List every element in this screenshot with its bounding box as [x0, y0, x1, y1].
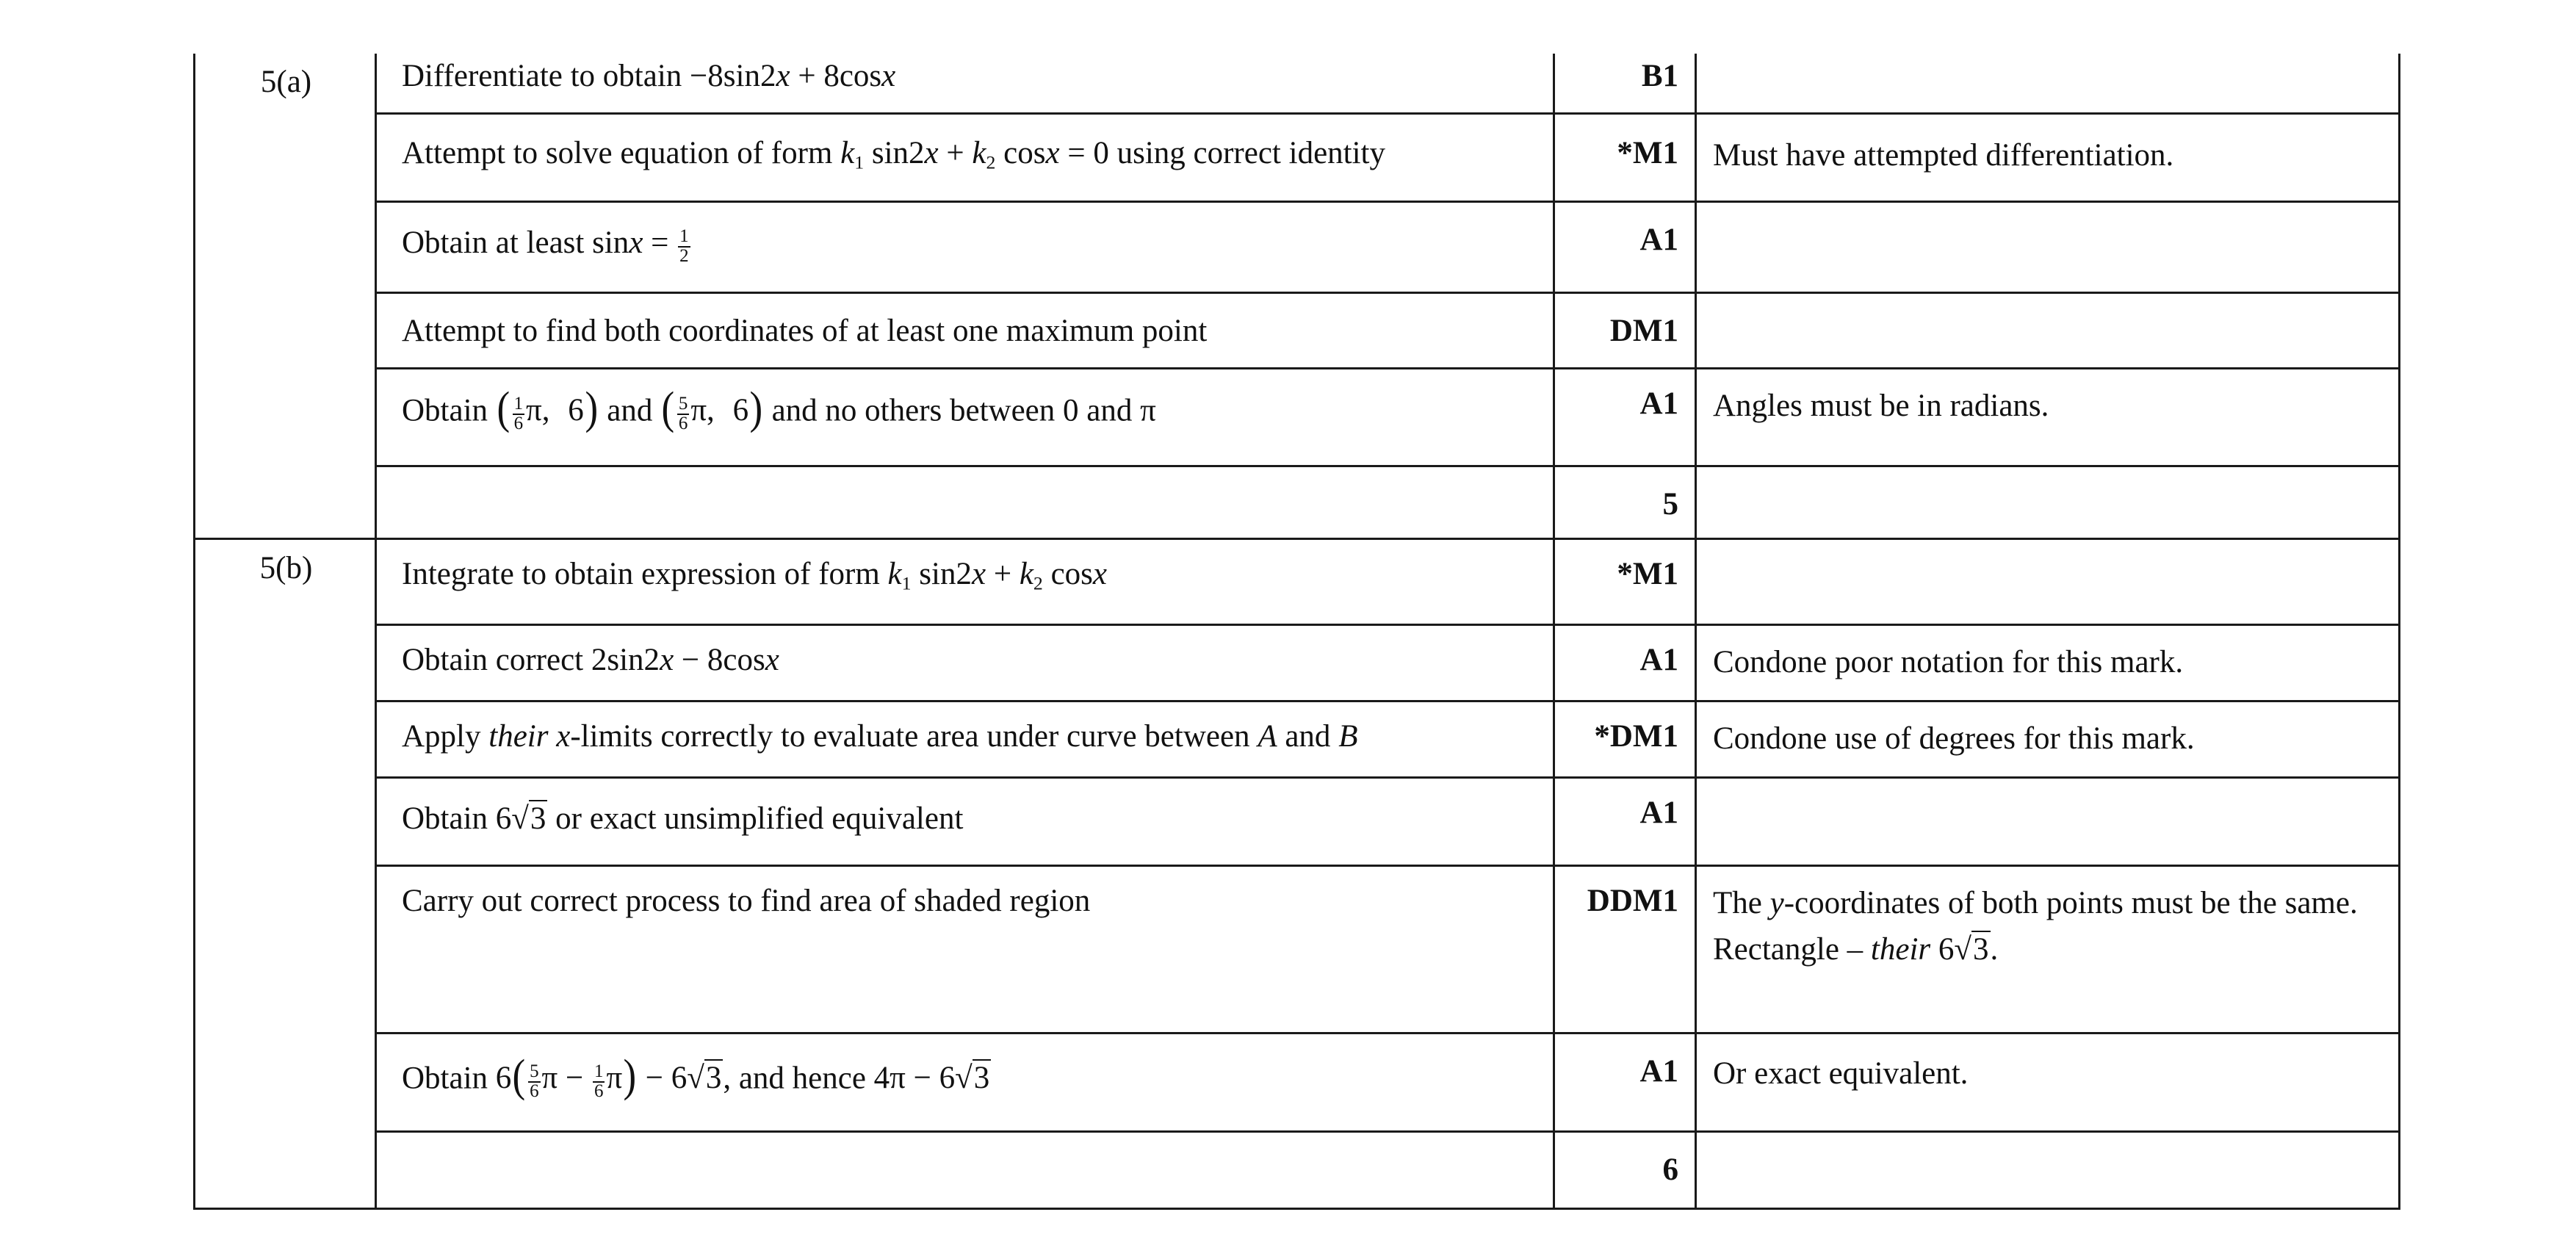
math-expression: 2sin2x − 8cosx [591, 643, 779, 677]
table-row [377, 540, 2398, 626]
math-expression: 6( $\frac{5}{6}$ π − $\frac{1}{6}$ π) − 6√3 [495, 1050, 722, 1102]
answer-cell [384, 779, 1559, 865]
answer-text: Obtain correct [402, 643, 591, 677]
point-label-a: A [1258, 719, 1277, 754]
table-row [377, 115, 2398, 203]
answer-cell [384, 702, 1559, 776]
guidance-cell [1697, 779, 2395, 865]
answer-text: Obtain [402, 801, 496, 836]
math-expression: $k_1$ $\sin 2x + k_2$ cosx [887, 557, 1107, 594]
guidance-line [1713, 883, 2380, 923]
table-row [377, 294, 2398, 369]
answer-text-italic: their [488, 719, 549, 754]
mark-cell: DM1 [1609, 314, 1678, 348]
answer-text: or exact unsimplified equivalent [547, 801, 964, 836]
answer-text: Differentiate to obtain [402, 59, 690, 93]
math-expression: ( $\frac{5}{6}$ π, 6) [661, 383, 763, 434]
mark-cell: A1 [1639, 386, 1678, 421]
mark-cell: *DM1 [1594, 719, 1678, 754]
answer-cell [384, 626, 1559, 700]
answer-text: Obtain [402, 393, 496, 428]
answer-cell [384, 203, 1559, 292]
answer-variable: x [556, 719, 571, 754]
answer-text: , and hence [723, 1061, 874, 1096]
guidance-line [1713, 929, 2380, 970]
math-expression: ( $\frac{1}{6}$ π, 6) [497, 383, 598, 434]
answer-cell [384, 115, 1559, 201]
total-mark-cell: 6 [1662, 1152, 1678, 1187]
mark-scheme-table [193, 54, 2400, 1210]
guidance-cell: Angles must be in radians. [1713, 389, 2049, 423]
table-row [377, 203, 2398, 294]
answer-cell [384, 369, 1559, 465]
mark-cell: *M1 [1617, 557, 1678, 591]
answer-text: Integrate to obtain expression of form [402, 557, 888, 591]
answer-text: Attempt to solve equation of form [402, 136, 841, 170]
guidance-text: Rectangle – [1713, 932, 1871, 967]
answer-cell [384, 1034, 1559, 1130]
guidance-cell: Condone poor notation for this mark. [1713, 645, 2184, 679]
answer-cell: Carry out correct process to find area of shaded region [402, 884, 1091, 918]
guidance-text: The [1713, 886, 1770, 920]
table-row [377, 779, 2398, 867]
table-row [377, 369, 2398, 467]
question-label-5a: 5(a) [260, 65, 312, 99]
mark-cell: A1 [1639, 796, 1678, 830]
point-label-b: B [1338, 719, 1358, 754]
answer-text: Apply [402, 719, 489, 754]
guidance-cell [1697, 54, 2395, 112]
answer-text: -limits correctly to evaluate area under curve between [570, 719, 1258, 754]
guidance-text: -coordinates of both points must be the same. [1783, 886, 2358, 920]
guidance-cell [1697, 203, 2395, 292]
answer-text: Obtain [402, 1061, 496, 1096]
guidance-cell [1697, 540, 2395, 624]
answer-cell [384, 1133, 1559, 1208]
answer-text: and no others between 0 and π [763, 393, 1156, 428]
math-expression: 6√3 [495, 801, 546, 836]
guidance-variable: y [1769, 886, 1784, 920]
answer-text: and [1277, 719, 1339, 754]
answer-text: and [599, 393, 661, 428]
mark-cell: DDM1 [1587, 884, 1678, 918]
answer-cell [384, 467, 1559, 540]
guidance-cell: Condone use of degrees for this mark. [1713, 721, 2195, 756]
question-label-5b: 5(b) [259, 551, 313, 585]
table-row [377, 1034, 2398, 1133]
guidance-cell [1697, 467, 2395, 540]
guidance-cell [1697, 867, 2395, 1032]
math-expression: 6√3 [1938, 932, 1989, 967]
answer-text: Obtain at least [402, 226, 593, 260]
math-expression: 4π − 6√3 [873, 1061, 990, 1096]
table-row [377, 867, 2398, 1034]
guidance-cell [1697, 294, 2395, 367]
mark-cell: A1 [1639, 1054, 1678, 1089]
table-row [377, 702, 2398, 779]
guidance-text: . [1990, 932, 1999, 967]
math-expression: −8sin2x + 8cosx [690, 59, 896, 93]
answer-cell [384, 54, 1559, 112]
mark-cell: *M1 [1617, 136, 1678, 170]
total-mark-cell: 5 [1662, 487, 1678, 522]
mark-cell: A1 [1639, 643, 1678, 677]
guidance-cell: Must have attempted differentiation. [1713, 138, 2174, 173]
answer-cell [384, 540, 1559, 624]
mark-cell: B1 [1641, 59, 1678, 93]
answer-cell: Attempt to find both coordinates of at least one maximum point [402, 314, 1208, 348]
table-row [377, 54, 2398, 115]
table-row-total [377, 467, 2398, 540]
math-expression: $k_1$ $\sin 2x + k_2$ cosx = 0 [840, 136, 1109, 173]
math-expression: sinx = $\frac{1}{2}$ [592, 226, 689, 266]
guidance-cell [1697, 1133, 2395, 1208]
table-row [377, 626, 2398, 702]
guidance-text-italic: their [1870, 932, 1931, 967]
mark-cell: A1 [1639, 223, 1678, 257]
answer-text: using correct identity [1108, 136, 1385, 170]
table-row-total [377, 1133, 2398, 1208]
guidance-cell: Or exact equivalent. [1713, 1056, 1969, 1091]
